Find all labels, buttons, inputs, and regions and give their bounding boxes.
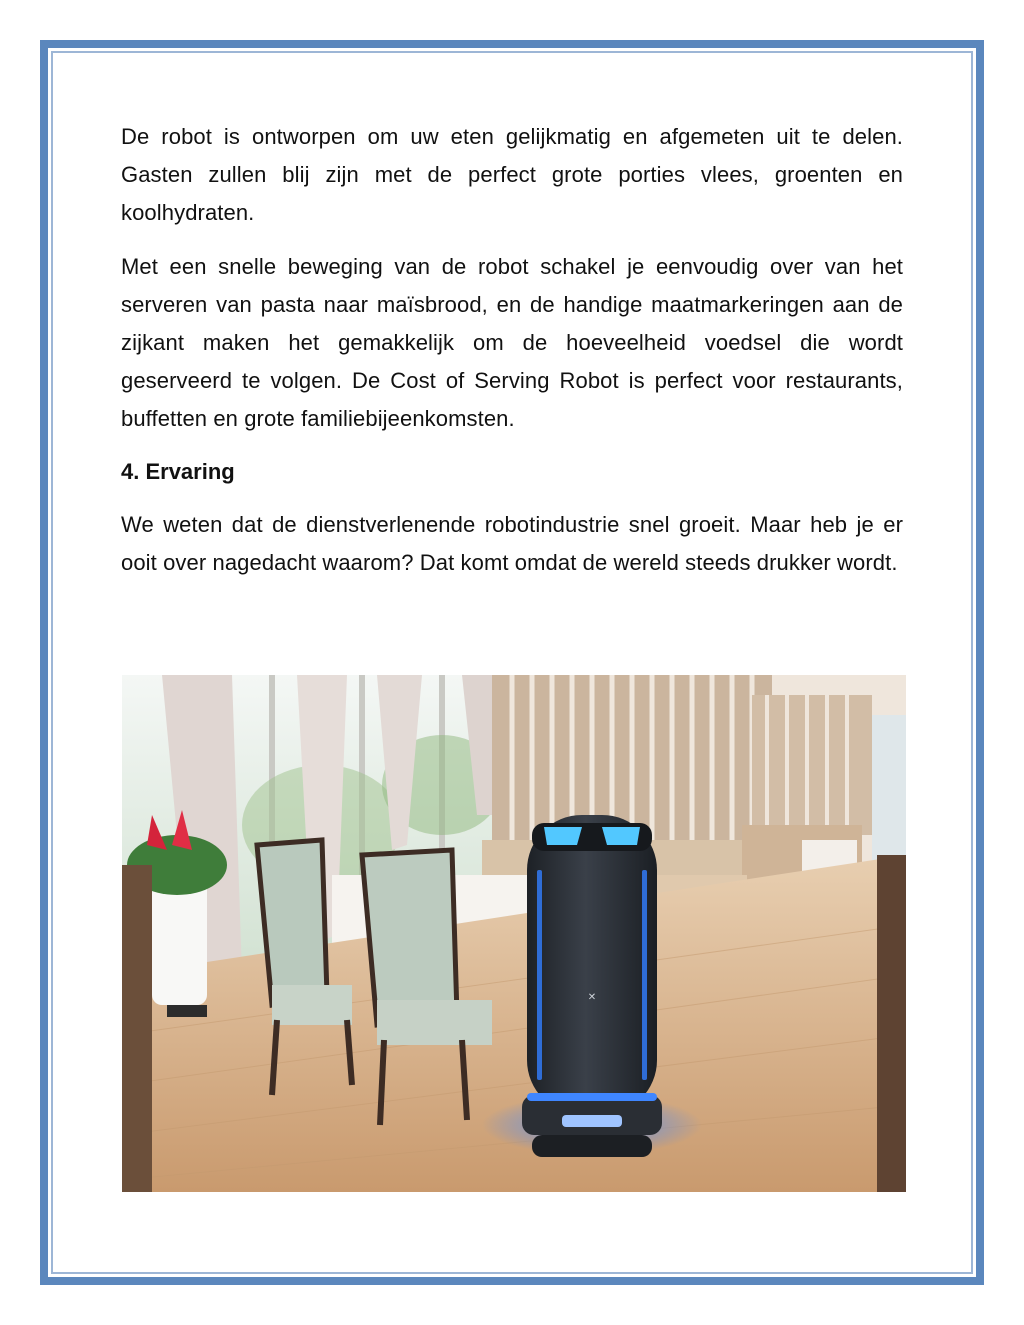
- paragraph-3: We weten dat de dienstverlenende robotindustrie snel groeit. Maar heb je er ooit over nagedacht waarom? Dat komt omdat de wereld steeds drukker wordt.: [121, 512, 903, 575]
- document-body: [121, 118, 903, 598]
- svg-text:✕: ✕: [587, 992, 597, 1003]
- paragraph-2: Met een snelle beweging van de robot schakel je eenvoudig over van het serveren van pasta naar maïsbrood, en de handige maatmarkeringen aan de zijkant maken het gemakkelijk om de hoeveelheid voedsel die wordt geserveerd te volgen. De Cost of Serving Robot is perfect voor restaurants, buffetten en grote familiebijeenkomsten.: [121, 254, 903, 431]
- restaurant-robot-photo: [122, 675, 906, 1192]
- paragraph-1: De robot is ontworpen om uw eten gelijkmatig en afgemeten uit te delen. Gasten zullen blij zijn met de perfect grote porties vlees, groenten en koolhydraten.: [121, 124, 903, 225]
- section-heading: 4. Ervaring: [121, 459, 235, 484]
